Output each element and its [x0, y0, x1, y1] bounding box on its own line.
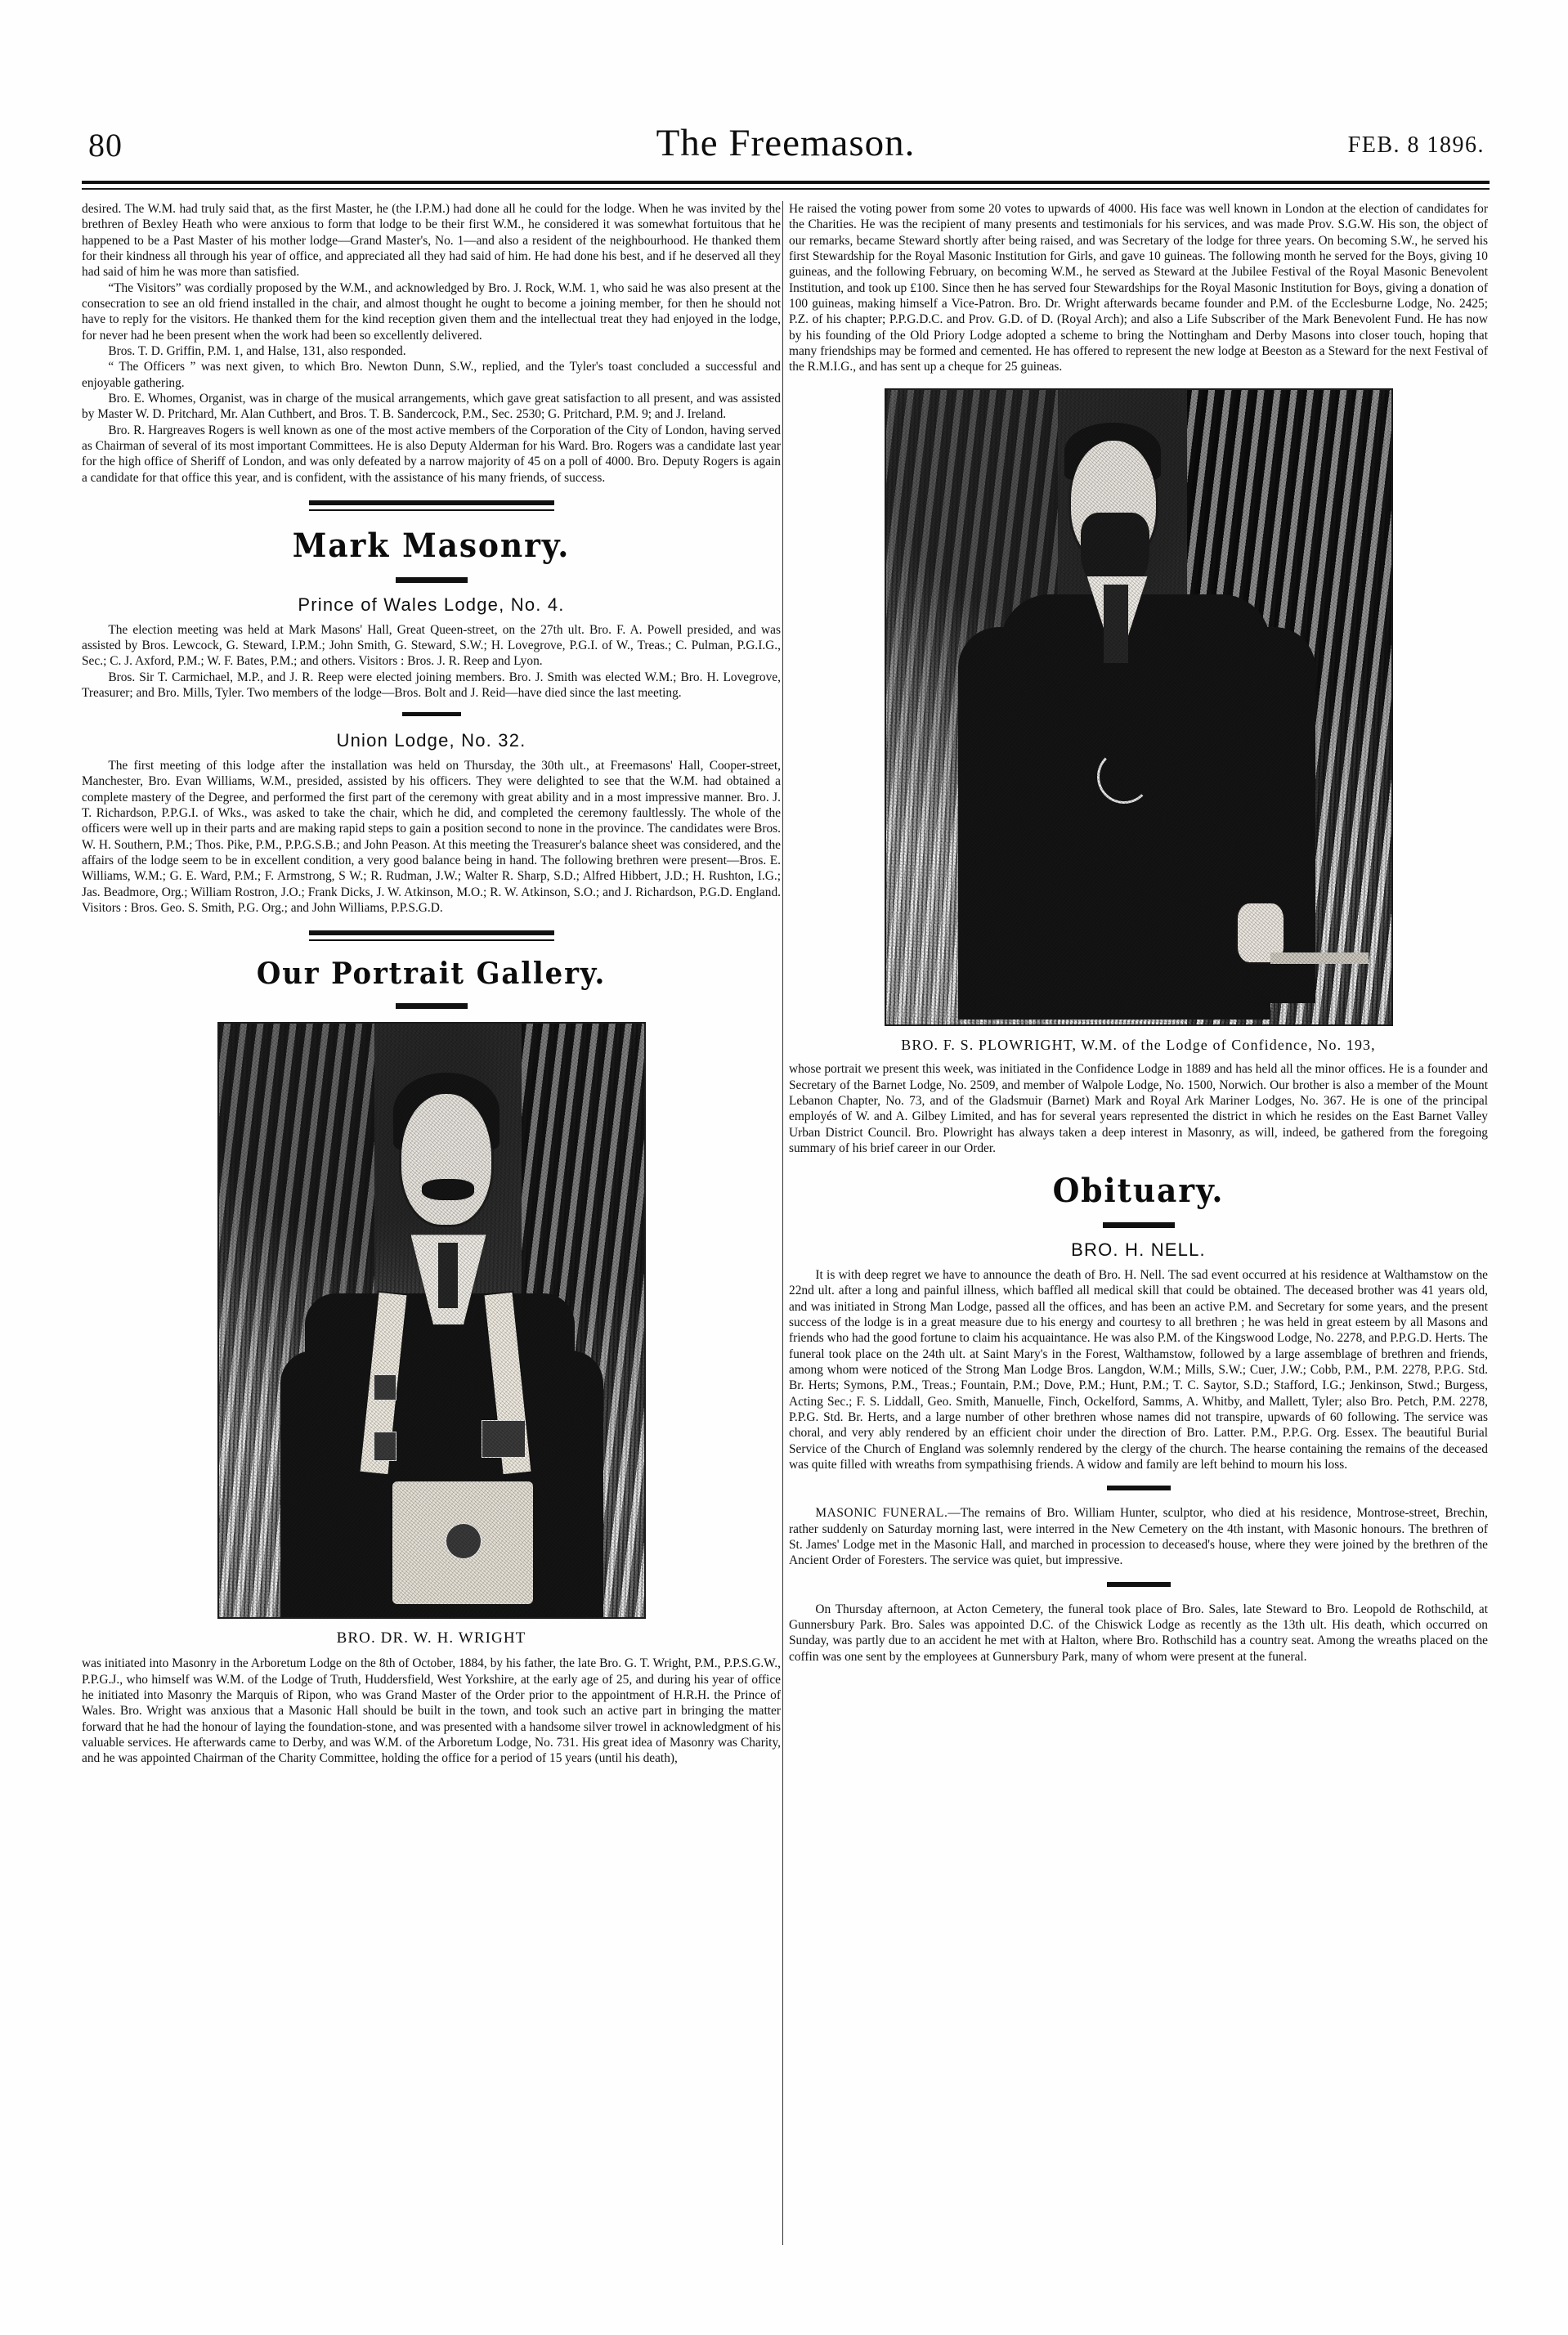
section-heading-portrait-gallery: Our Portrait Gallery. [256, 957, 607, 992]
column-divider [782, 201, 783, 2245]
portrait-photo-wright [217, 1022, 646, 1619]
lodge-separator-rule-1 [402, 712, 461, 716]
portrait-photo-plowright [885, 388, 1393, 1026]
masonic-funeral-para [789, 1505, 1488, 1568]
halftone-noise [219, 1024, 644, 1617]
obituary-para-1: It is with deep regret we have to announce the death of Bro. H. Nell. The sad event occurred at his residence at Walthamstow on the 22nd ult. after a long and painful illness, which baffled all medical skill that could be obtained. The deceased brother was 41 years old, and was initiated in Strong Man Lodge, passed all the offices, and has been an active P.M. and Secretary for some years, and the present success of the lodge is in a great measure due to his energy and courtesy to all brethren ; he was held in great esteem by all Masons and friends who had the good fortune to claim his acquaintance. He was also P.M. of the Kingswood Lodge, No. 2278, and P.P.G.D. Herts. The funeral took place on the 24th ult. at Saint Mary's in the Forest, Walthamstow, followed by a large assemblage of brethren and friends, among whom were noticed of the Strong Man Lodge Bros. Langdon, W.M.; Mills, S.W.; Cuer, J.W.; Cobb, P.M., P.M. 2278, P.P.G. Std. Br. Herts; Symons, P.M., Treas.; Fountain, P.M.; Dove, P.M.; Hunt, P.M.; T. C. Saytor, S.D.; Stafford, I.G.; Jenkinson, Stwd.; Burgess, Acting Sec.; F. S. Liddall, Geo. Smith, Manuelle, Finch, Ockelford, Samms, A. Whitby, and Mallett, Tyler; also Bro. Petch, P.M. 2278, P.P.G. Std. Br. Herts, and a large number of other brethren whose names did not transpire, upwards of 60 following. The service was choral, and very ably rendered by an efficient choir under the direction of Bro. Latter. P.M., P.P.G. Org. Essex. The beautiful Burial Service of the Church of England was solemnly rendered by the clergy of the church. The hearse containing the remains of the deceased was quite filled with wreaths from sympathising friends. A widow and family are left behind to mourn his loss. [789, 1267, 1488, 1472]
issue-date: FEB. 8 1896. [1347, 132, 1485, 158]
portrait-gallery-rule [309, 930, 554, 941]
report-para-4: “ The Officers ” was next given, to which Bro. Newton Dunn, S.W., replied, and the Tyler's toast concluded a successful and enjoyable gathering. [82, 360, 781, 390]
obituary-separator-rule-1 [1107, 1486, 1171, 1490]
right-column [789, 201, 1488, 1665]
lodge-heading-prince-of-wales: Prince of Wales Lodge, No. 4. [298, 594, 565, 616]
report-para-5: Bro. E. Whomes, Organist, was in charge of the musical arrangements, which gave great satisfaction to all present, and was assisted by Master W. D. Pritchard, Mr. Alan Cuthbert, and Bros. T. B. Sandercock, P.M., Sec. 2530; G. Pritchard, P.M. 9; and J. Ireland. [82, 391, 781, 422]
acton-funeral-para: On Thursday afternoon, at Acton Cemetery, the funeral took place of Bro. Sales, late Steward to Bro. Leopold de Rothschild, at Gunnersbury Park. Bro. Sales was appointed D.C. of the Chiswick Lodge as recently as the 13th ult. His death, which occurred on Sunday, was partly due to an accident he met with at Halton, where Bro. Rothschild has a country seat. Among the wreaths placed on the coffin was one sent by the employees at Gunnersbury Park, many of whom were present at the funeral. [789, 1602, 1488, 1664]
report-para-3: Bros. T. D. Griffin, P.M. 1, and Halse, 131, also responded. [108, 343, 406, 358]
lodge-heading-union: Union Lodge, No. 32. [336, 730, 526, 751]
portrait-gallery-subrule [396, 1003, 468, 1009]
page-number: 80 [88, 127, 123, 164]
union-lodge-para-1: The first meeting of this lodge after the installation was held on Thursday, the 30th ult., at Freemasons' Hall, Cooper-street, Manchester, Bro. Evan Williams, W.M., presided, assisted by his officers. They were delighted to see that the W.M. had obtained a complete mastery of the Degree, and performed the first part of the ceremony with great ability and in a most impressive manner. Bro. J. T. Richardson, P.P.G.I. of Wks., was asked to take the chair, which he did, and completed the ceremony faultlessly. The whole of the officers were well up in their parts and are making rapid steps to gain a position second to none in the province. The candidates were Bros. W. H. Southern, P.M.; Thos. Pike, P.M., P.P.G.S.B.; and John Peason. At this meeting the Treasurer's balance sheet was considered, and the affairs of the lodge seem to be in excellent condition, a very good balance being in hand. The following brethren were present—Bros. E. Williams, W.M.; G. E. Ward, P.M.; F. Armstrong, S W.; R. Rudman, J.W.; Walter R. Sharp, S.D.; Alfred Hibbert, J.D.; H. Rushton, I.G.; Jas. Beadmore, Org.; William Rostron, J.O.; Frank Dicks, J. W. Atkinson, M.O.; R. W. Atkinson, S.O.; and J. Richardson, P.G.D. England. Visitors : Bros. Geo. S. Smith, P.G. Org.; and John Williams, P.P.S.G.D. [82, 758, 781, 915]
masonic-funeral-label: MASONIC FUNERAL. [815, 1506, 948, 1521]
left-column [82, 201, 781, 1767]
prince-of-wales-para-2: Bros. Sir T. Carmichael, M.P., and J. R. Reep were elected joining members. Bro. J. Smith was elected W.M.; Bro. H. Lovegrove, Treasurer; and Bro. Mills, Tyler. Two members of the lodge—Bros. Bolt and J. Reid—have died since the last meeting. [82, 670, 781, 701]
masthead-rule-thin [82, 188, 1490, 190]
obituary-separator-rule-2 [1107, 1582, 1171, 1587]
plowright-biography-body: whose portrait we present this week, was initiated in the Confidence Lodge in 1889 and has held all the minor offices. He is a founder and Secretary of the Barnet Lodge, No. 2509, and member of Walpole Lodge, No. 1500, Norwich. Our brother is also a member of the Mount Lebanon Chapter, No. 73, and of the Gladsmuir (Barnet) Mark and Royal Ark Mariner Lodges, No. 367. He is one of the principal employés of W. and A. Gilbey Limited, and has for several years represented the district in which he resides on the East Barnet Valley Urban District Council. Bro. Plowright has always taken a deep interest in Masonry, as will, indeed, be gathered from the foregoing summary of his brief career in our Order. [789, 1062, 1488, 1155]
masthead-rule-thick [82, 181, 1490, 184]
report-para-2: “The Visitors” was cordially proposed by the W.M., and acknowledged by Bro. J. Rock, W.M. 1, who said he was also present at the consecration to see an old friend installed in the chair, and almost thought he ought to become a joining member, for then he should not have to reply for the visitors. He thanked them for the kind reception given them and the intellectual treat they had enjoyed in the lodge, for never had he been present when the work had been so excellently delivered. [82, 280, 781, 343]
report-para-1: desired. The W.M. had truly said that, as the first Master, he (the I.P.M.) had done all he could for the lodge. When he was invited by the brethren of Bexley Heath who were anxious to form that lodge to be their first W.M., he considered it was somewhat fortuitous that he happened to be a Past Master of his mother lodge—Grand Master's, No. 1—and also a resident of the neighbourhood. He thanked them for their kindness all through his year of office, and appreciated all they had said of him. He had done his best, and if he deserved all they had said of him he was more than satisfied. [82, 202, 781, 280]
mark-masonry-rule [309, 500, 554, 511]
section-heading-mark-masonry: Mark Masonry. [292, 526, 571, 565]
obituary-subrule [1103, 1222, 1175, 1228]
portrait-caption-wright: BRO. DR. W. H. WRIGHT [336, 1629, 526, 1647]
mark-masonry-subrule [396, 577, 468, 583]
obituary-subject-name: BRO. H. NELL. [1071, 1239, 1206, 1261]
wright-continued-para: He raised the voting power from some 20 votes to upwards of 4000. His face was well known in London at the election of candidates for the Charities. He was the recipient of many presents and testimonials for his services, and was made Prov. S.G.W. His son, the object of our remarks, became Steward shortly after being raised, and was Secretary of the lodge for three years. On becoming S.W., he served his first Stewardship for the Royal Masonic Institution for Girls, and gave 10 guineas. The following month he served for the Boys, giving 10 guineas, and the following February, on becoming W.M., he served as Steward at the Jubilee Festival of the Royal Masonic Benevolent Institution, and took up £100. Since then he has served four Stewardships for the Royal Masonic Institution for Boys, giving a donation of 100 guineas, making himself a Vice-Patron. Bro. Dr. Wright afterwards became founder and P.M. of the Ecclesburne Lodge, No. 2425; P.Z. of his chapter; P.P.G.D.C. and Prov. G.D. of D. (Royal Arch); and also a Life Subscriber of the Mark Benevolent Fund. He has now by his founding of the Old Priory Lodge adopted a scheme to bring the Nottingham and Derby Masons into closer touch, hoping that many friendships may be formed and cemented. He has offered to represent the new lodge at Beeston as a Steward for the next Festival of the R.M.I.G., and has sent up a cheque for 25 guineas. [789, 202, 1488, 374]
section-heading-obituary: Obituary. [1052, 1172, 1225, 1211]
halftone-noise [886, 390, 1391, 1024]
publication-title: The Freemason. [656, 122, 916, 164]
masonic-funeral-text: —The remains of Bro. William Hunter, sculptor, who died at his residence, Montrose-street, Brechin, rather suddenly on Saturday morning last, were interred in the New Cemetery on the 4th instant, with Masonic honours. The brethren of St. James' Lodge met in the Masonic Hall, and marched in procession to deceased's house, where they were joined by the brethren of the Ancient Order of Foresters. The service was quiet, but impressive. [789, 1506, 1488, 1568]
prince-of-wales-para-1: The election meeting was held at Mark Masons' Hall, Great Queen-street, on the 27th ult. Bro. F. A. Powell presided, and was assisted by Bros. Lewcock, G. Steward, I.P.M.; John Smith, G. Steward, S.W.; H. Lovegrove, P.G.I. of W., Treas.; C. Pulman, P.G.I.G., Sec.; C. J. Axford, P.M.; W. F. Bates, P.M.; and others. Visitors : Bros. J. R. Reep and Lyon. [82, 622, 781, 669]
masthead [82, 121, 1490, 177]
report-para-6: Bro. R. Hargreaves Rogers is well known as one of the most active members of the Corporation of the City of London, having served as Chairman of several of its most important Committees. He is also Deputy Alderman for his Ward. Bro. Rogers was a candidate last year for the high office of Sheriff of London, and was only defeated by a narrow majority of 45 on a poll of 4000. Bro. Deputy Rogers is again a candidate for that office this year, and is confident, with the assistance of his many friends, of success. [82, 423, 781, 485]
portrait-caption-plowright: BRO. F. S. PLOWRIGHT, W.M. of the Lodge of Confidence, No. 193, [901, 1036, 1376, 1053]
wright-biography-body: was initiated into Masonry in the Arboretum Lodge on the 8th of October, 1884, by his father, the late Bro. G. T. Wright, P.M., P.P.S.G.W., P.P.G.J., who himself was W.M. of the Lodge of Truth, Huddersfield, West Yorkshire, at the early age of 25, and during his year of office he initiated into Masonry the Marquis of Ripon, who was Grand Master of the Order prior to the appointment of H.R.H. the Prince of Wales. Bro. Wright was anxious that a Masonic Hall should be built in the town, and took such an active part in bringing the matter forward that he had the honour of laying the foundation-stone, and was presented with a handsome silver trowel in acknowledgment of his valuable services. He afterwards came to Derby, and was W.M. of the Arboretum Lodge, No. 731. His great idea of Masonry was Charity, and he was appointed Chairman of the Charity Committee, holding the office for a period of 15 years (until his death), [82, 1656, 781, 1766]
